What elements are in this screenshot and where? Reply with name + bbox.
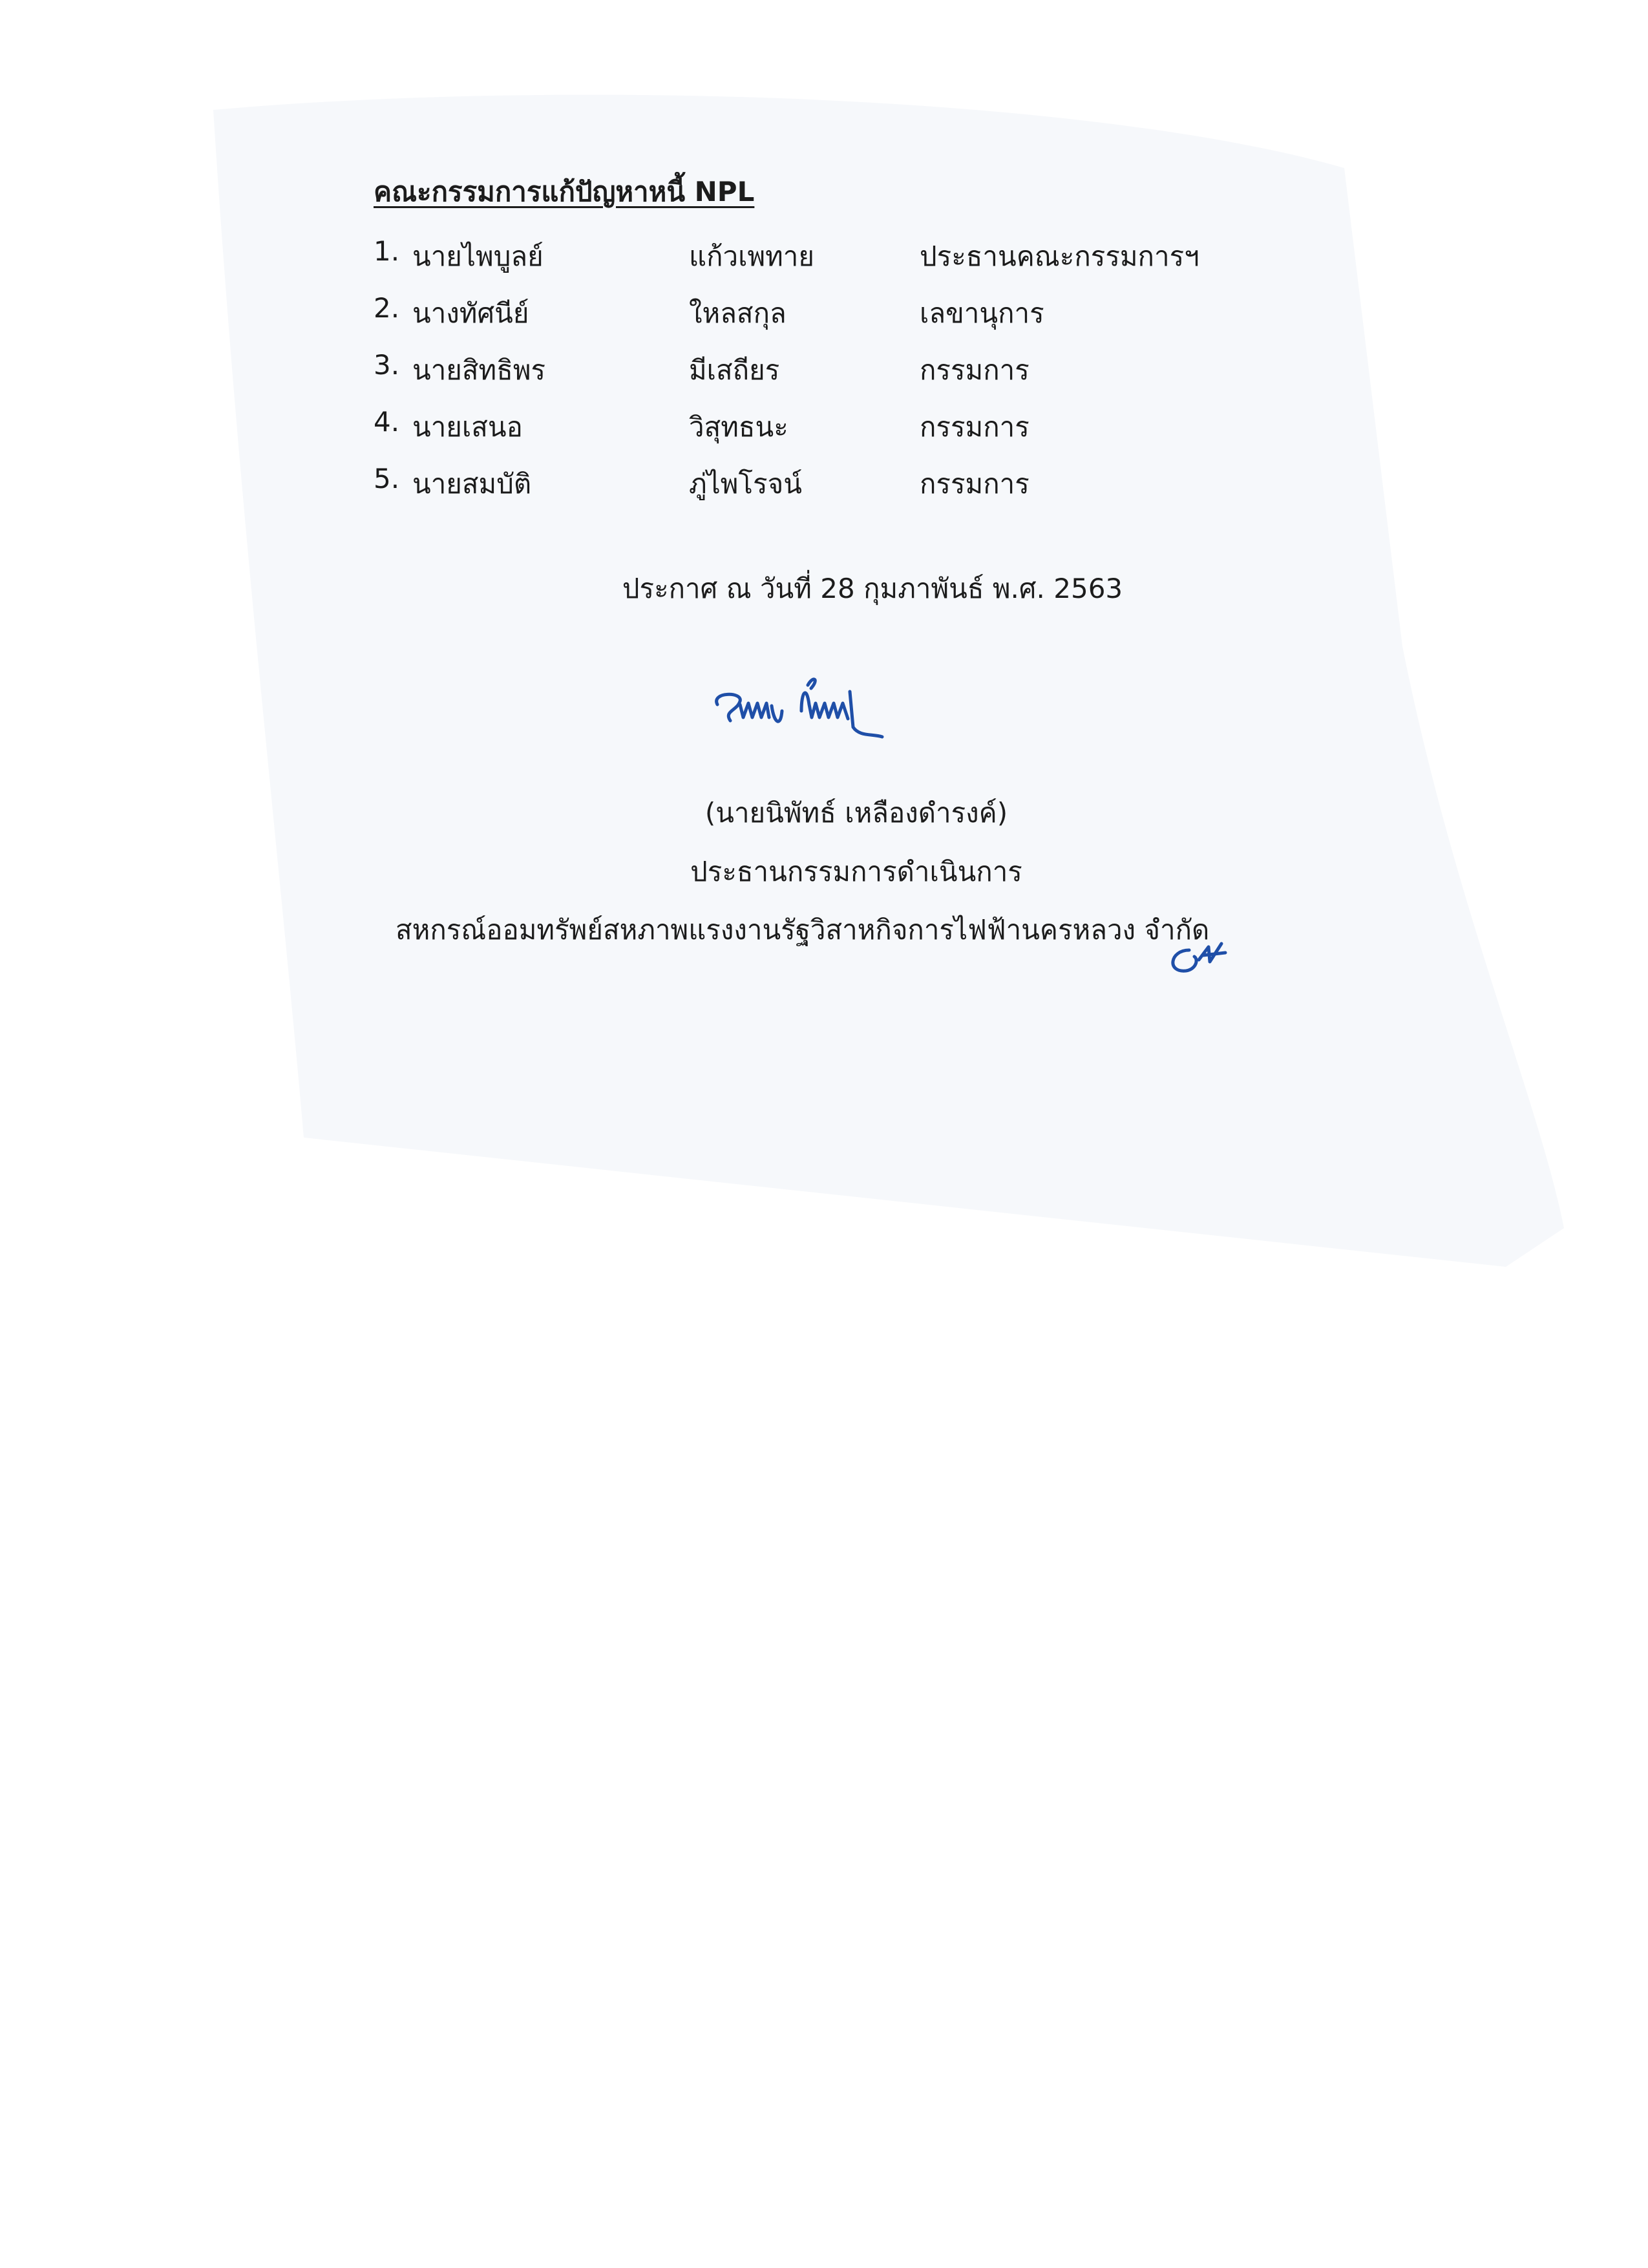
signer-organization: สหกรณ์ออมทรัพย์สหภาพแรงงานรัฐวิสาหกิจการไฟฟ้านครหลวง จำกัด [396, 914, 1210, 946]
handwritten-initials [1163, 931, 1234, 982]
member-row [374, 463, 1343, 502]
member-row [374, 292, 1343, 331]
member-number: 2. [374, 292, 400, 324]
member-role: กรรมการ [920, 468, 1030, 500]
member-role: ประธานคณะกรรมการฯ [920, 240, 1199, 272]
member-role: กรรมการ [920, 411, 1030, 443]
signer-name: (นายนิพัทธ์ เหลืองดำรงค์) [704, 797, 1008, 829]
member-first-name: นางทัศนีย์ [412, 297, 529, 329]
member-last-name: ภู่ไพโรจน์ [689, 468, 802, 500]
signer-position: ประธานกรรมการดำเนินการ [690, 856, 1022, 887]
member-first-name: นายไพบูลย์ [412, 240, 544, 272]
member-number: 5. [374, 463, 400, 494]
member-row [374, 406, 1343, 445]
member-number: 4. [374, 406, 400, 438]
member-first-name: นายเสนอ [412, 411, 523, 443]
member-last-name: วิสุทธนะ [689, 411, 788, 443]
member-role: เลขานุการ [920, 297, 1044, 329]
member-first-name: นายสิทธิพร [412, 354, 546, 386]
member-last-name: ใหลสกุล [689, 297, 787, 329]
handwritten-signature [704, 666, 898, 750]
member-number: 1. [374, 235, 400, 267]
announcement-date: ประกาศ ณ วันที่ 28 กุมภาพันธ์ พ.ศ. 2563 [622, 573, 1123, 604]
committee-heading: คณะกรรมการแก้ปัญหาหนี้ NPL [374, 176, 755, 207]
member-role: กรรมการ [920, 354, 1030, 386]
member-last-name: แก้วเพทาย [689, 240, 815, 272]
member-number: 3. [374, 349, 400, 381]
member-first-name: นายสมบัติ [412, 468, 532, 500]
member-row [374, 349, 1343, 388]
member-last-name: มีเสถียร [689, 354, 780, 386]
member-row [374, 235, 1343, 274]
